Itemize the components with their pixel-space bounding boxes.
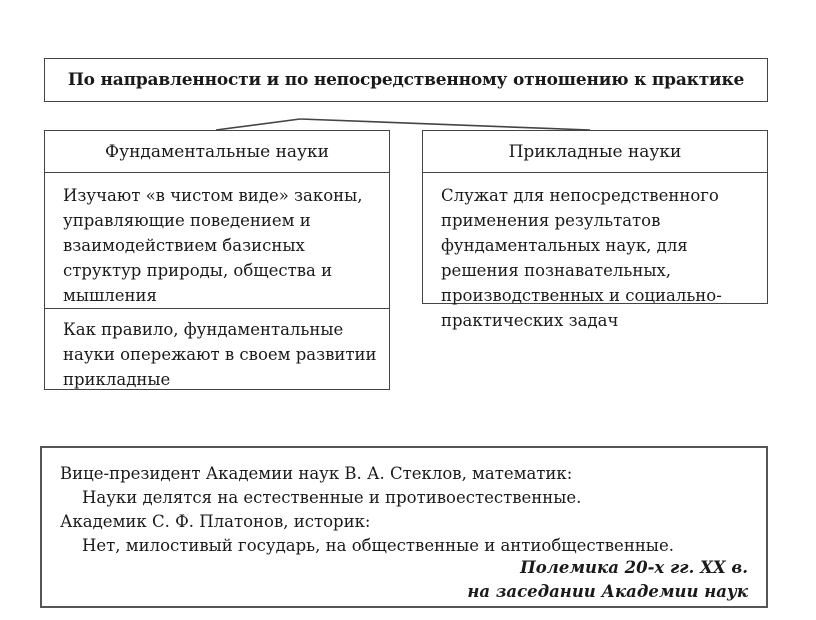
quote-line-1: Науки делятся на естественные и противоестественные. [82,488,582,507]
fundamental-sciences-description-box [44,172,390,310]
quote-box [40,446,768,608]
quote-line-2: Нет, милостивый государь, на общественные и антиобщественные. [82,536,674,555]
fundamental-sciences-note: Как правило, фундаментальные науки опережают в своем развитии прикладные [63,320,377,389]
fundamental-sciences-description: Изучают «в чистом виде» законы, управляющие поведением и взаимодействием базисных структур природы, общества и мышления [63,186,363,305]
quote-source-1: Полемика 20-х гг. XX в. [520,558,748,577]
quote-speaker-2: Академик С. Ф. Платонов, историк: [60,512,371,531]
fundamental-sciences-header [44,130,390,174]
applied-sciences-heading: Прикладные науки [508,142,682,162]
classification-title-box [44,58,768,102]
connector-left [216,119,300,130]
quote-speaker-1: Вице-президент Академии наук В. А. Стеклов, математик: [60,464,573,483]
applied-sciences-header [422,130,768,174]
quote-source-2: на заседании Академии наук [467,582,748,601]
connector-right [300,119,590,130]
applied-sciences-description-box [422,172,768,330]
applied-sciences-description: Служат для непосредственного применения результатов фундаментальных наук, для решения познавательных, производственных и социально-практических задач [441,186,722,330]
classification-title: По направленности и по непосредственному отношению к практике [67,70,745,90]
fundamental-sciences-heading: Фундаментальные науки [104,142,329,162]
fundamental-sciences-note-box [44,308,390,390]
